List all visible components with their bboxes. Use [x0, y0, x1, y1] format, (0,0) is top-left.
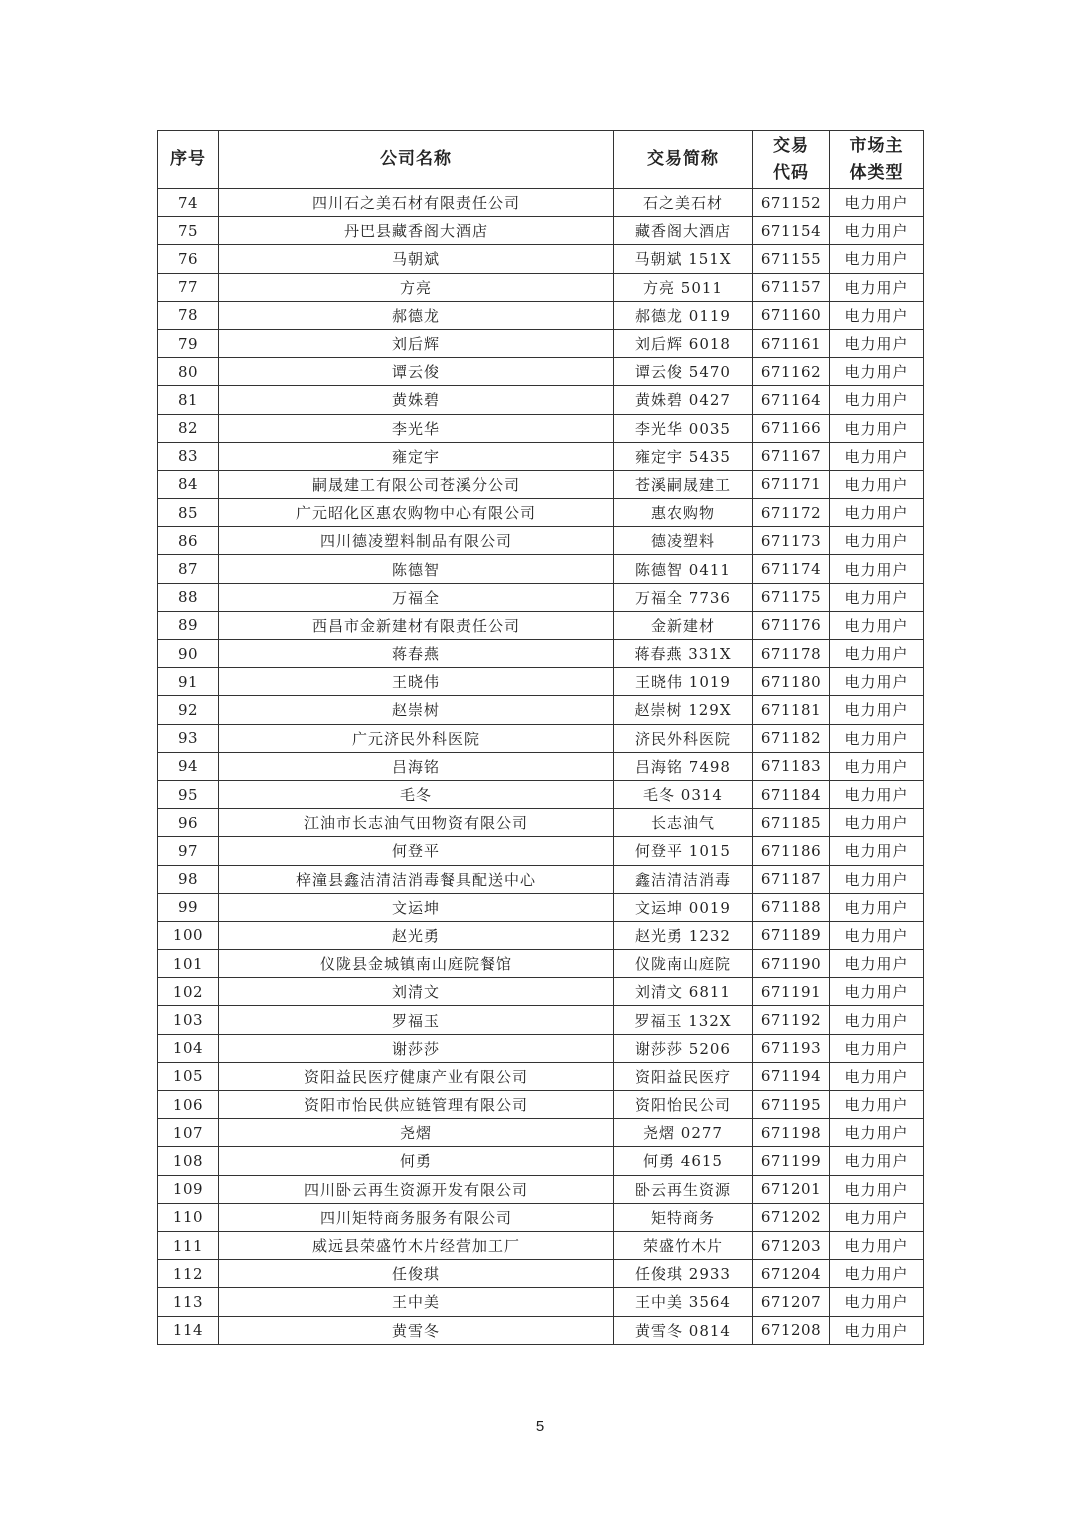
cell-seq: 95 [158, 780, 219, 808]
cell-seq: 99 [158, 893, 219, 921]
cell-trade-code: 671204 [753, 1260, 830, 1288]
table-row [158, 329, 924, 357]
cell-trade-short-name: 仪陇南山庭院 [614, 950, 753, 978]
cell-trade-short-name: 毛冬 0314 [614, 780, 753, 808]
cell-entity-type: 电力用户 [830, 583, 924, 611]
cell-entity-type: 电力用户 [830, 414, 924, 442]
cell-seq: 114 [158, 1316, 219, 1344]
cell-entity-type: 电力用户 [830, 1147, 924, 1175]
cell-trade-code: 671164 [753, 386, 830, 414]
table-row [158, 950, 924, 978]
cell-company-name: 罗福玉 [219, 1006, 614, 1034]
cell-trade-code: 671152 [753, 189, 830, 217]
cell-trade-short-name: 刘后辉 6018 [614, 329, 753, 357]
cell-seq: 100 [158, 921, 219, 949]
cell-entity-type: 电力用户 [830, 1260, 924, 1288]
table-row [158, 752, 924, 780]
table-row [158, 1091, 924, 1119]
cell-seq: 91 [158, 668, 219, 696]
cell-seq: 89 [158, 611, 219, 639]
cell-seq: 94 [158, 752, 219, 780]
table-row [158, 217, 924, 245]
cell-trade-short-name: 马朝斌 151X [614, 245, 753, 273]
table-row [158, 1260, 924, 1288]
cell-company-name: 何登平 [219, 837, 614, 865]
cell-seq: 77 [158, 273, 219, 301]
cell-company-name: 吕海铭 [219, 752, 614, 780]
cell-trade-code: 671202 [753, 1203, 830, 1231]
cell-trade-short-name: 黄姝碧 0427 [614, 386, 753, 414]
cell-entity-type: 电力用户 [830, 527, 924, 555]
cell-company-name: 谭云俊 [219, 358, 614, 386]
cell-seq: 85 [158, 499, 219, 527]
cell-trade-code: 671174 [753, 555, 830, 583]
cell-entity-type: 电力用户 [830, 358, 924, 386]
cell-trade-short-name: 郝德龙 0119 [614, 301, 753, 329]
cell-trade-code: 671187 [753, 865, 830, 893]
cell-trade-code: 671160 [753, 301, 830, 329]
header-entity-type-line2: 体类型 [849, 162, 904, 183]
cell-company-name: 黄雪冬 [219, 1316, 614, 1344]
cell-seq: 81 [158, 386, 219, 414]
table-body [158, 189, 924, 1345]
table-row [158, 1006, 924, 1034]
table-row [158, 1231, 924, 1259]
cell-entity-type: 电力用户 [830, 1034, 924, 1062]
cell-entity-type: 电力用户 [830, 1175, 924, 1203]
cell-trade-short-name: 何勇 4615 [614, 1147, 753, 1175]
cell-trade-short-name: 蒋春燕 331X [614, 640, 753, 668]
cell-company-name: 毛冬 [219, 780, 614, 808]
table-row [158, 583, 924, 611]
cell-trade-code: 671171 [753, 470, 830, 498]
cell-entity-type: 电力用户 [830, 217, 924, 245]
cell-seq: 90 [158, 640, 219, 668]
cell-trade-short-name: 卧云再生资源 [614, 1175, 753, 1203]
cell-company-name: 马朝斌 [219, 245, 614, 273]
cell-trade-short-name: 吕海铭 7498 [614, 752, 753, 780]
cell-company-name: 梓潼县鑫洁清洁消毒餐具配送中心 [219, 865, 614, 893]
cell-trade-short-name: 长志油气 [614, 809, 753, 837]
cell-seq: 86 [158, 527, 219, 555]
cell-entity-type: 电力用户 [830, 724, 924, 752]
cell-company-name: 四川石之美石材有限责任公司 [219, 189, 614, 217]
cell-trade-code: 671175 [753, 583, 830, 611]
cell-entity-type: 电力用户 [830, 1231, 924, 1259]
header-entity-type-line1: 市场主 [849, 135, 904, 156]
cell-entity-type: 电力用户 [830, 470, 924, 498]
cell-trade-code: 671184 [753, 780, 830, 808]
cell-seq: 104 [158, 1034, 219, 1062]
cell-trade-code: 671192 [753, 1006, 830, 1034]
cell-trade-code: 671207 [753, 1288, 830, 1316]
cell-trade-short-name: 李光华 0035 [614, 414, 753, 442]
table-row [158, 809, 924, 837]
cell-trade-short-name: 济民外科医院 [614, 724, 753, 752]
cell-trade-short-name: 王中美 3564 [614, 1288, 753, 1316]
cell-entity-type: 电力用户 [830, 1006, 924, 1034]
header-entity-type [830, 131, 924, 189]
cell-seq: 105 [158, 1062, 219, 1090]
cell-trade-code: 671155 [753, 245, 830, 273]
cell-entity-type: 电力用户 [830, 1091, 924, 1119]
cell-seq: 74 [158, 189, 219, 217]
cell-company-name: 嗣晟建工有限公司苍溪分公司 [219, 470, 614, 498]
cell-trade-code: 671157 [753, 273, 830, 301]
cell-trade-code: 671191 [753, 978, 830, 1006]
cell-seq: 108 [158, 1147, 219, 1175]
cell-seq: 76 [158, 245, 219, 273]
cell-trade-code: 671190 [753, 950, 830, 978]
table-row [158, 386, 924, 414]
table-row [158, 470, 924, 498]
cell-company-name: 广元昭化区惠农购物中心有限公司 [219, 499, 614, 527]
page-number: 5 [535, 1418, 545, 1435]
cell-trade-short-name: 方亮 5011 [614, 273, 753, 301]
cell-trade-short-name: 谢莎莎 5206 [614, 1034, 753, 1062]
cell-trade-code: 671167 [753, 442, 830, 470]
table-row [158, 414, 924, 442]
cell-trade-code: 671203 [753, 1231, 830, 1259]
table-row [158, 1288, 924, 1316]
cell-seq: 93 [158, 724, 219, 752]
table-row [158, 893, 924, 921]
cell-seq: 110 [158, 1203, 219, 1231]
cell-entity-type: 电力用户 [830, 978, 924, 1006]
cell-trade-code: 671183 [753, 752, 830, 780]
table-row [158, 301, 924, 329]
cell-company-name: 四川矩特商务服务有限公司 [219, 1203, 614, 1231]
cell-trade-short-name: 谭云俊 5470 [614, 358, 753, 386]
cell-company-name: 方亮 [219, 273, 614, 301]
cell-company-name: 蒋春燕 [219, 640, 614, 668]
cell-seq: 102 [158, 978, 219, 1006]
cell-trade-code: 671154 [753, 217, 830, 245]
cell-company-name: 威远县荣盛竹木片经营加工厂 [219, 1231, 614, 1259]
cell-trade-code: 671161 [753, 329, 830, 357]
table-row [158, 1316, 924, 1344]
cell-trade-short-name: 尧熠 0277 [614, 1119, 753, 1147]
table-row [158, 499, 924, 527]
cell-company-name: 刘后辉 [219, 329, 614, 357]
table-row [158, 978, 924, 1006]
cell-entity-type: 电力用户 [830, 640, 924, 668]
cell-entity-type: 电力用户 [830, 921, 924, 949]
cell-trade-short-name: 资阳益民医疗 [614, 1062, 753, 1090]
header-trade-code-line1: 交易 [773, 135, 809, 156]
table-row [158, 865, 924, 893]
cell-seq: 113 [158, 1288, 219, 1316]
cell-entity-type: 电力用户 [830, 189, 924, 217]
cell-trade-short-name: 赵光勇 1232 [614, 921, 753, 949]
cell-entity-type: 电力用户 [830, 442, 924, 470]
cell-entity-type: 电力用户 [830, 809, 924, 837]
cell-trade-code: 671185 [753, 809, 830, 837]
cell-company-name: 郝德龙 [219, 301, 614, 329]
cell-entity-type: 电力用户 [830, 245, 924, 273]
cell-trade-code: 671181 [753, 696, 830, 724]
cell-entity-type: 电力用户 [830, 893, 924, 921]
cell-trade-short-name: 金新建材 [614, 611, 753, 639]
cell-seq: 98 [158, 865, 219, 893]
cell-company-name: 雍定宇 [219, 442, 614, 470]
cell-entity-type: 电力用户 [830, 1203, 924, 1231]
cell-seq: 101 [158, 950, 219, 978]
cell-trade-short-name: 任俊琪 2933 [614, 1260, 753, 1288]
cell-seq: 80 [158, 358, 219, 386]
header-seq: 序号 [158, 131, 219, 189]
cell-entity-type: 电力用户 [830, 668, 924, 696]
cell-trade-short-name: 苍溪嗣晟建工 [614, 470, 753, 498]
cell-entity-type: 电力用户 [830, 301, 924, 329]
cell-trade-short-name: 黄雪冬 0814 [614, 1316, 753, 1344]
market-entity-table [157, 130, 924, 1345]
cell-company-name: 刘清文 [219, 978, 614, 1006]
cell-company-name: 黄姝碧 [219, 386, 614, 414]
header-trade-short-name: 交易简称 [614, 131, 753, 189]
table-row [158, 1062, 924, 1090]
cell-trade-code: 671178 [753, 640, 830, 668]
table-row [158, 1119, 924, 1147]
cell-trade-code: 671166 [753, 414, 830, 442]
cell-trade-code: 671176 [753, 611, 830, 639]
cell-company-name: 尧熠 [219, 1119, 614, 1147]
cell-trade-code: 671186 [753, 837, 830, 865]
cell-entity-type: 电力用户 [830, 1062, 924, 1090]
cell-trade-code: 671195 [753, 1091, 830, 1119]
table-row [158, 1175, 924, 1203]
cell-trade-code: 671193 [753, 1034, 830, 1062]
table-row [158, 358, 924, 386]
table-row [158, 780, 924, 808]
cell-trade-code: 671180 [753, 668, 830, 696]
table-row [158, 555, 924, 583]
cell-entity-type: 电力用户 [830, 499, 924, 527]
cell-trade-short-name: 资阳怡民公司 [614, 1091, 753, 1119]
cell-seq: 79 [158, 329, 219, 357]
cell-trade-short-name: 藏香阁大酒店 [614, 217, 753, 245]
cell-company-name: 四川德凌塑料制品有限公司 [219, 527, 614, 555]
cell-trade-code: 671201 [753, 1175, 830, 1203]
cell-trade-short-name: 德凌塑料 [614, 527, 753, 555]
cell-company-name: 赵崇树 [219, 696, 614, 724]
cell-seq: 106 [158, 1091, 219, 1119]
cell-trade-short-name: 惠农购物 [614, 499, 753, 527]
cell-trade-short-name: 万福全 7736 [614, 583, 753, 611]
cell-company-name: 陈德智 [219, 555, 614, 583]
cell-company-name: 西昌市金新建材有限责任公司 [219, 611, 614, 639]
cell-entity-type: 电力用户 [830, 329, 924, 357]
cell-seq: 75 [158, 217, 219, 245]
cell-seq: 111 [158, 1231, 219, 1259]
cell-trade-short-name: 文运坤 0019 [614, 893, 753, 921]
cell-seq: 92 [158, 696, 219, 724]
cell-company-name: 任俊琪 [219, 1260, 614, 1288]
cell-entity-type: 电力用户 [830, 1288, 924, 1316]
cell-company-name: 仪陇县金城镇南山庭院餐馆 [219, 950, 614, 978]
table-row [158, 273, 924, 301]
cell-trade-short-name: 王晓伟 1019 [614, 668, 753, 696]
cell-seq: 107 [158, 1119, 219, 1147]
cell-company-name: 丹巴县藏香阁大酒店 [219, 217, 614, 245]
cell-seq: 78 [158, 301, 219, 329]
cell-trade-code: 671173 [753, 527, 830, 555]
table-row [158, 1203, 924, 1231]
table-row [158, 668, 924, 696]
cell-company-name: 何勇 [219, 1147, 614, 1175]
table-row [158, 724, 924, 752]
cell-trade-code: 671172 [753, 499, 830, 527]
cell-entity-type: 电力用户 [830, 555, 924, 583]
table-row [158, 837, 924, 865]
cell-seq: 84 [158, 470, 219, 498]
table-row [158, 640, 924, 668]
cell-trade-short-name: 陈德智 0411 [614, 555, 753, 583]
cell-entity-type: 电力用户 [830, 837, 924, 865]
cell-seq: 97 [158, 837, 219, 865]
cell-company-name: 赵光勇 [219, 921, 614, 949]
cell-entity-type: 电力用户 [830, 752, 924, 780]
cell-trade-short-name: 罗福玉 132X [614, 1006, 753, 1034]
cell-entity-type: 电力用户 [830, 780, 924, 808]
table-row [158, 442, 924, 470]
cell-seq: 83 [158, 442, 219, 470]
cell-company-name: 王晓伟 [219, 668, 614, 696]
cell-seq: 109 [158, 1175, 219, 1203]
cell-entity-type: 电力用户 [830, 696, 924, 724]
cell-trade-short-name: 雍定宇 5435 [614, 442, 753, 470]
cell-trade-code: 671182 [753, 724, 830, 752]
cell-trade-code: 671162 [753, 358, 830, 386]
cell-trade-code: 671194 [753, 1062, 830, 1090]
table-row [158, 1147, 924, 1175]
table-row [158, 189, 924, 217]
table-row [158, 245, 924, 273]
cell-seq: 103 [158, 1006, 219, 1034]
cell-company-name: 江油市长志油气田物资有限公司 [219, 809, 614, 837]
table-row [158, 696, 924, 724]
cell-company-name: 李光华 [219, 414, 614, 442]
table-header-row [158, 131, 924, 189]
cell-company-name: 资阳市怡民供应链管理有限公司 [219, 1091, 614, 1119]
cell-company-name: 谢莎莎 [219, 1034, 614, 1062]
cell-company-name: 资阳益民医疗健康产业有限公司 [219, 1062, 614, 1090]
cell-seq: 96 [158, 809, 219, 837]
cell-company-name: 文运坤 [219, 893, 614, 921]
cell-trade-short-name: 石之美石材 [614, 189, 753, 217]
cell-entity-type: 电力用户 [830, 865, 924, 893]
cell-company-name: 万福全 [219, 583, 614, 611]
cell-entity-type: 电力用户 [830, 273, 924, 301]
cell-seq: 88 [158, 583, 219, 611]
cell-company-name: 四川卧云再生资源开发有限公司 [219, 1175, 614, 1203]
cell-trade-code: 671198 [753, 1119, 830, 1147]
cell-trade-short-name: 刘清文 6811 [614, 978, 753, 1006]
cell-entity-type: 电力用户 [830, 611, 924, 639]
cell-seq: 112 [158, 1260, 219, 1288]
cell-entity-type: 电力用户 [830, 950, 924, 978]
table-row [158, 921, 924, 949]
cell-trade-short-name: 矩特商务 [614, 1203, 753, 1231]
cell-trade-code: 671189 [753, 921, 830, 949]
table-row [158, 527, 924, 555]
cell-entity-type: 电力用户 [830, 386, 924, 414]
cell-entity-type: 电力用户 [830, 1119, 924, 1147]
header-trade-code [753, 131, 830, 189]
cell-seq: 87 [158, 555, 219, 583]
cell-trade-code: 671188 [753, 893, 830, 921]
cell-company-name: 王中美 [219, 1288, 614, 1316]
cell-trade-short-name: 何登平 1015 [614, 837, 753, 865]
cell-trade-short-name: 鑫洁清洁消毒 [614, 865, 753, 893]
header-company-name: 公司名称 [219, 131, 614, 189]
cell-trade-code: 671199 [753, 1147, 830, 1175]
cell-seq: 82 [158, 414, 219, 442]
cell-company-name: 广元济民外科医院 [219, 724, 614, 752]
cell-trade-code: 671208 [753, 1316, 830, 1344]
cell-entity-type: 电力用户 [830, 1316, 924, 1344]
table-row [158, 1034, 924, 1062]
cell-trade-short-name: 荣盛竹木片 [614, 1231, 753, 1259]
cell-trade-short-name: 赵崇树 129X [614, 696, 753, 724]
header-trade-code-line2: 代码 [773, 162, 809, 183]
table-row [158, 611, 924, 639]
